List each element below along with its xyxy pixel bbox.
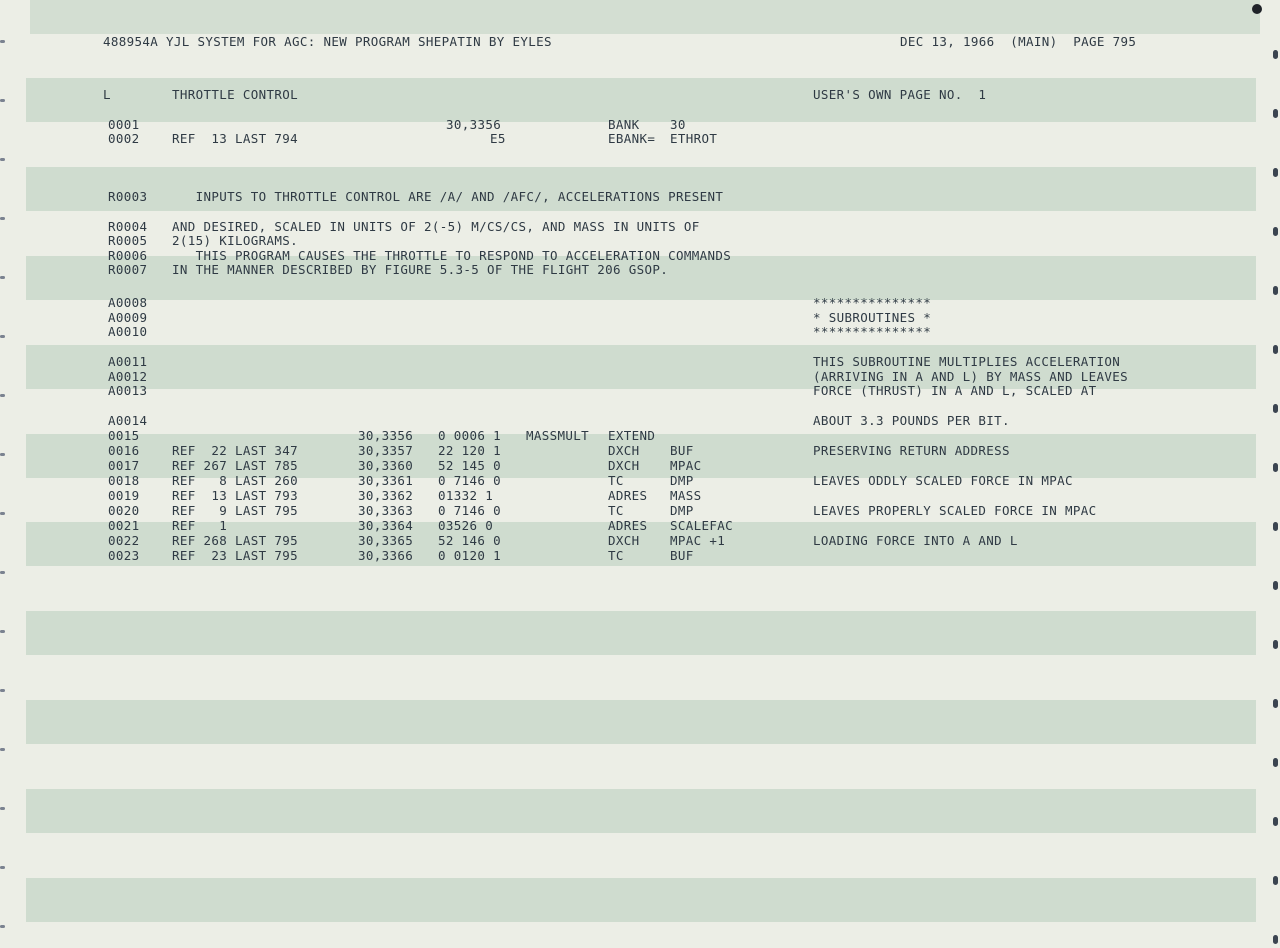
feed-hole-icon <box>0 512 5 515</box>
comment-text: ABOUT 3.3 POUNDS PER BIT. <box>813 413 1010 428</box>
operand: 30 <box>670 117 686 132</box>
comment-text: LEAVES ODDLY SCALED FORCE IN MPAC <box>813 473 1073 488</box>
comment-text: LEAVES PROPERLY SCALED FORCE IN MPAC <box>813 503 1097 518</box>
line-number: A0013 <box>108 383 148 398</box>
line-number: 0020 <box>108 503 140 518</box>
opcode: ADRES <box>608 518 648 533</box>
octal-word: 0 0006 1 <box>438 428 502 443</box>
opcode: EXTEND <box>608 428 656 443</box>
symbol-label: MASSMULT <box>526 428 590 443</box>
feed-hole-icon <box>0 866 5 869</box>
punch-hole-icon <box>1252 4 1262 14</box>
feed-hole-icon <box>1273 640 1278 649</box>
line-number: 0023 <box>108 548 140 563</box>
operand: MASS <box>670 488 702 503</box>
ref-field: REF 267 LAST 785 <box>172 458 299 473</box>
operand: MPAC +1 <box>670 533 726 548</box>
feed-hole-icon <box>1273 404 1278 413</box>
feed-hole-icon <box>1273 463 1278 472</box>
ref-field: REF 13 LAST 793 <box>172 488 299 503</box>
feed-hole-icon <box>1273 109 1278 118</box>
greenbar-band <box>26 878 1256 922</box>
line-number: 0016 <box>108 443 140 458</box>
comment-text: (ARRIVING IN A AND L) BY MASS AND LEAVES <box>813 369 1129 384</box>
line-number: 0019 <box>108 488 140 503</box>
octal-word: 0 0120 1 <box>438 548 502 563</box>
comment-text: *************** <box>813 295 932 310</box>
address-field: E5 <box>490 131 506 146</box>
feed-hole-icon <box>1273 758 1278 767</box>
feed-hole-icon <box>0 748 5 751</box>
remark-text: 2(15) KILOGRAMS. <box>172 233 299 248</box>
opcode: TC <box>608 473 624 488</box>
octal-word: 03526 0 <box>438 518 494 533</box>
octal-word: 0 7146 0 <box>438 473 502 488</box>
comment-text: LOADING FORCE INTO A AND L <box>813 533 1018 548</box>
feed-hole-icon <box>1273 168 1278 177</box>
comment-text: THIS SUBROUTINE MULTIPLIES ACCELERATION <box>813 354 1121 369</box>
line-number: 0015 <box>108 428 140 443</box>
address-field: 30,3361 <box>358 473 414 488</box>
line-number: A0012 <box>108 369 148 384</box>
feed-hole-icon <box>0 99 5 102</box>
remark-text: AND DESIRED, SCALED IN UNITS OF 2(-5) M/CS/CS, AND MASS IN UNITS OF <box>172 219 700 234</box>
feed-hole-icon <box>0 158 5 161</box>
opcode: DXCH <box>608 443 640 458</box>
feed-hole-icon <box>1273 699 1278 708</box>
line-number: A0014 <box>108 413 148 428</box>
users-page-number: USER'S OWN PAGE NO. 1 <box>813 87 987 102</box>
line-number: A0010 <box>108 324 148 339</box>
line-number: 0002 <box>108 131 140 146</box>
octal-word: 52 145 0 <box>438 458 502 473</box>
feed-hole-icon <box>0 40 5 43</box>
ref-field: REF 13 LAST 794 <box>172 131 299 146</box>
feed-hole-icon <box>0 630 5 633</box>
remark-text: THIS PROGRAM CAUSES THE THROTTLE TO RESPOND TO ACCELERATION COMMANDS <box>172 248 732 263</box>
line-number: 0021 <box>108 518 140 533</box>
address-field: 30,3356 <box>446 117 502 132</box>
opcode: TC <box>608 548 624 563</box>
feed-hole-icon <box>0 335 5 338</box>
remark-text: INPUTS TO THROTTLE CONTROL ARE /A/ AND /AFC/, ACCELERATIONS PRESENT <box>172 189 724 204</box>
feed-hole-icon <box>1273 345 1278 354</box>
feed-hole-icon <box>1273 876 1278 885</box>
feed-hole-icon <box>0 453 5 456</box>
feed-hole-icon <box>1273 50 1278 59</box>
opcode: DXCH <box>608 533 640 548</box>
greenbar-band <box>30 0 1260 34</box>
operand: BUF <box>670 548 694 563</box>
octal-word: 22 120 1 <box>438 443 502 458</box>
opcode: EBANK= <box>608 131 656 146</box>
feed-hole-icon <box>1273 286 1278 295</box>
operand: SCALEFAC <box>670 518 734 533</box>
line-number: R0004 <box>108 219 148 234</box>
operand: ETHROT <box>670 131 718 146</box>
line-number: A0008 <box>108 295 148 310</box>
feed-hole-icon <box>0 689 5 692</box>
comment-text: *************** <box>813 324 932 339</box>
line-number: R0005 <box>108 233 148 248</box>
log-section-code: L <box>103 87 111 102</box>
feed-hole-icon <box>1273 935 1278 944</box>
feed-hole-icon <box>0 276 5 279</box>
ref-field: REF 1 <box>172 518 228 533</box>
line-number: 0017 <box>108 458 140 473</box>
feed-hole-icon <box>1273 522 1278 531</box>
octal-word: 52 146 0 <box>438 533 502 548</box>
ref-field: REF 9 LAST 795 <box>172 503 299 518</box>
operand: BUF <box>670 443 694 458</box>
address-field: 30,3365 <box>358 533 414 548</box>
greenbar-band <box>26 611 1256 655</box>
opcode: DXCH <box>608 458 640 473</box>
line-number: R0003 <box>108 189 148 204</box>
comment-text: * SUBROUTINES * <box>813 310 932 325</box>
opcode: ADRES <box>608 488 648 503</box>
log-section-title: THROTTLE CONTROL <box>172 87 299 102</box>
address-field: 30,3357 <box>358 443 414 458</box>
address-field: 30,3360 <box>358 458 414 473</box>
opcode: BANK <box>608 117 640 132</box>
octal-word: 01332 1 <box>438 488 494 503</box>
ref-field: REF 22 LAST 347 <box>172 443 299 458</box>
ref-field: REF 268 LAST 795 <box>172 533 299 548</box>
feed-hole-icon <box>0 571 5 574</box>
feed-hole-icon <box>1273 581 1278 590</box>
opcode: TC <box>608 503 624 518</box>
line-number: A0011 <box>108 354 148 369</box>
comment-text: FORCE (THRUST) IN A AND L, SCALED AT <box>813 383 1097 398</box>
line-number: R0006 <box>108 248 148 263</box>
ref-field: REF 23 LAST 795 <box>172 548 299 563</box>
feed-hole-icon <box>0 394 5 397</box>
address-field: 30,3366 <box>358 548 414 563</box>
feed-hole-icon <box>0 217 5 220</box>
operand: DMP <box>670 503 694 518</box>
operand: MPAC <box>670 458 702 473</box>
line-number: 0022 <box>108 533 140 548</box>
feed-hole-icon <box>0 925 5 928</box>
feed-hole-icon <box>1273 227 1278 236</box>
operand: DMP <box>670 473 694 488</box>
address-field: 30,3364 <box>358 518 414 533</box>
feed-hole-icon <box>1273 817 1278 826</box>
line-number: R0007 <box>108 262 148 277</box>
line-number: 0001 <box>108 117 140 132</box>
octal-word: 0 7146 0 <box>438 503 502 518</box>
greenbar-band <box>26 700 1256 744</box>
greenbar-band <box>26 789 1256 833</box>
page-header-right: DEC 13, 1966 (MAIN) PAGE 795 <box>900 34 1137 49</box>
line-number: A0009 <box>108 310 148 325</box>
comment-text: PRESERVING RETURN ADDRESS <box>813 443 1010 458</box>
address-field: 30,3363 <box>358 503 414 518</box>
remark-text: IN THE MANNER DESCRIBED BY FIGURE 5.3-5 OF THE FLIGHT 206 GSOP. <box>172 262 669 277</box>
address-field: 30,3362 <box>358 488 414 503</box>
page-header-left: 488954A YJL SYSTEM FOR AGC: NEW PROGRAM SHEPATIN BY EYLES <box>103 34 552 49</box>
address-field: 30,3356 <box>358 428 414 443</box>
ref-field: REF 8 LAST 260 <box>172 473 299 488</box>
line-number: 0018 <box>108 473 140 488</box>
feed-hole-icon <box>0 807 5 810</box>
